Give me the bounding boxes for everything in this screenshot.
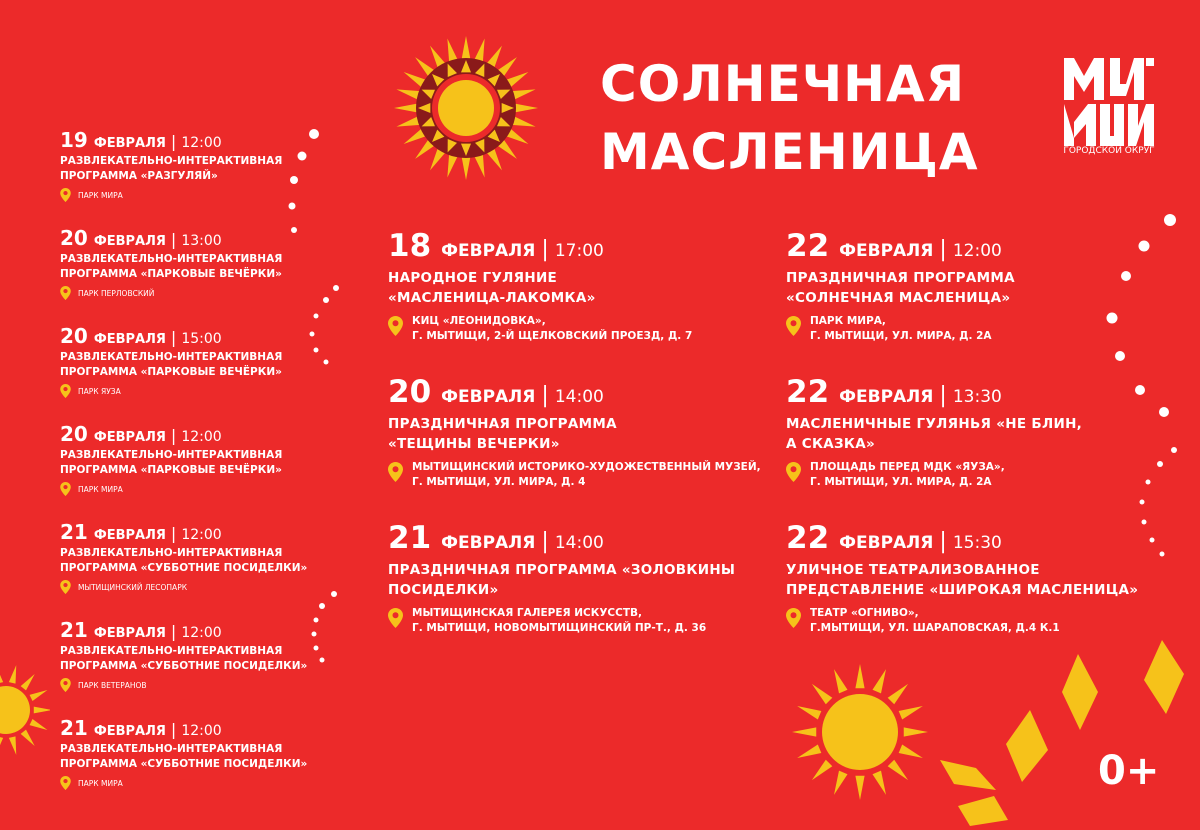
event-address: Г. МЫТИЩИ, 2-Й ЩЕЛКОВСКИЙ ПРОЕЗД, Д. 7 — [412, 330, 693, 342]
event-month: ФЕВРАЛЯ — [93, 136, 166, 151]
event-month: ФЕВРАЛЯ — [839, 241, 934, 261]
poster-title — [600, 50, 979, 186]
event-place: ПЛОЩАДЬ ПЕРЕД МДК «ЯУЗА», — [810, 461, 1005, 473]
separator: | — [541, 237, 549, 262]
event-place: МЫТИЩИНСКИЙ ЛЕСОПАРК — [78, 582, 188, 592]
event-name: РАЗВЛЕКАТЕЛЬНО-ИНТЕРАКТИВНАЯ ПРОГРАММА «ПАРКОВЫЕ ВЕЧЁРКИ» — [60, 449, 283, 476]
event-month: ФЕВРАЛЯ — [93, 724, 166, 739]
event-name: МАСЛЕНИЧНЫЕ ГУЛЯНЬЯ «НЕ БЛИН, А СКАЗКА» — [786, 416, 1083, 452]
age-rating: 0+ — [1098, 748, 1160, 794]
event-item — [388, 228, 768, 374]
location-pin-icon — [786, 608, 801, 628]
location-pin-icon — [60, 286, 71, 300]
event-month: ФЕВРАЛЯ — [93, 528, 166, 543]
event-month: ФЕВРАЛЯ — [93, 430, 166, 445]
separator: | — [939, 529, 947, 554]
event-name: ПРАЗДНИЧНАЯ ПРОГРАММА «ЗОЛОВКИНЫ ПОСИДЕЛКИ» — [388, 562, 736, 598]
event-time: 12:00 — [181, 527, 222, 543]
sun-icon — [790, 662, 930, 802]
event-day: 20 — [388, 374, 432, 410]
location-pin-icon — [786, 316, 801, 336]
sun-icon — [0, 660, 50, 760]
separator: | — [939, 237, 947, 262]
separator: | — [170, 230, 177, 249]
event-day: 21 — [388, 520, 432, 556]
event-day: 18 — [388, 228, 432, 264]
location-pin-icon — [786, 462, 801, 482]
event-day: 20 — [60, 226, 88, 250]
event-name: РАЗВЛЕКАТЕЛЬНО-ИНТЕРАКТИВНАЯ ПРОГРАММА «ПАРКОВЫЕ ВЕЧЁРКИ» — [60, 253, 283, 280]
event-month: ФЕВРАЛЯ — [441, 387, 536, 407]
location-pin-icon — [388, 608, 403, 628]
event-day: 20 — [60, 422, 88, 446]
dotted-arc-left-icon — [280, 120, 360, 680]
location-pin-icon — [388, 462, 403, 482]
event-place: ПАРК МИРА — [78, 190, 123, 200]
event-time: 15:00 — [181, 331, 222, 347]
event-place: ТЕАТР «ОГНИВО», — [810, 607, 919, 619]
event-place: ПАРК МИРА — [78, 484, 123, 494]
event-time: 14:00 — [554, 387, 604, 407]
event-item — [388, 520, 768, 666]
event-place: МЫТИЩИНСКАЯ ГАЛЕРЕЯ ИСКУССТВ, — [412, 607, 642, 619]
event-month: ФЕВРАЛЯ — [839, 387, 934, 407]
event-name: РАЗВЛЕКАТЕЛЬНО-ИНТЕРАКТИВНАЯ ПРОГРАММА «СУББОТНИЕ ПОСИДЕЛКИ» — [60, 743, 308, 770]
ornament-sun-icon — [392, 34, 540, 182]
event-name: ПРАЗДНИЧНАЯ ПРОГРАММА «ТЕЩИНЫ ВЕЧЕРКИ» — [388, 416, 617, 452]
location-pin-icon — [60, 188, 71, 202]
event-address: Г. МЫТИЩИ, НОВОМЫТИЩИНСКИЙ ПР-Т., Д. 36 — [412, 622, 707, 634]
separator: | — [170, 426, 177, 445]
event-time: 17:00 — [554, 241, 604, 261]
separator: | — [170, 524, 177, 543]
logo-caption: ГОРОДСКОЙ ОКРУГ — [1063, 146, 1155, 156]
event-address: Г. МЫТИЩИ, УЛ. МИРА, Д. 2А — [810, 476, 992, 488]
event-day: 22 — [786, 520, 830, 556]
event-name: НАРОДНОЕ ГУЛЯНИЕ «МАСЛЕНИЦА-ЛАКОМКА» — [388, 270, 596, 306]
event-place: ПАРК ВЕТЕРАНОВ — [78, 680, 147, 690]
event-place: ПАРК ПЕРЛОВСКИЙ — [78, 288, 155, 298]
event-name: РАЗВЛЕКАТЕЛЬНО-ИНТЕРАКТИВНАЯ ПРОГРАММА «СУББОТНИЕ ПОСИДЕЛКИ» — [60, 645, 308, 672]
dotted-arc-right-icon — [1098, 206, 1188, 566]
location-pin-icon — [60, 384, 71, 398]
separator: | — [170, 328, 177, 347]
event-address: Г. МЫТИЩИ, УЛ. МИРА, Д. 4 — [412, 476, 586, 488]
separator: | — [170, 622, 177, 641]
event-day: 21 — [60, 520, 88, 544]
event-place: ПАРК МИРА — [78, 778, 123, 788]
title-line-2: МАСЛЕНИЦА — [600, 123, 979, 181]
event-place: ПАРК ЯУЗА — [78, 386, 121, 396]
event-place: МЫТИЩИНСКИЙ ИСТОРИКО-ХУДОЖЕСТВЕННЫЙ МУЗЕЙ, — [412, 461, 761, 473]
event-place: ПАРК МИРА, — [810, 315, 886, 327]
event-time: 12:00 — [952, 241, 1002, 261]
event-time: 12:00 — [181, 429, 222, 445]
event-day: 20 — [60, 324, 88, 348]
event-item — [388, 374, 768, 520]
event-time: 14:00 — [554, 533, 604, 553]
location-pin-icon — [60, 482, 71, 496]
event-time: 13:00 — [181, 233, 222, 249]
event-day: 21 — [60, 618, 88, 642]
separator: | — [541, 383, 549, 408]
event-name: УЛИЧНОЕ ТЕАТРАЛИЗОВАННОЕ ПРЕДСТАВЛЕНИЕ «ШИРОКАЯ МАСЛЕНИЦА» — [786, 562, 1139, 598]
event-month: ФЕВРАЛЯ — [441, 533, 536, 553]
event-month: ФЕВРАЛЯ — [839, 533, 934, 553]
event-time: 12:00 — [181, 723, 222, 739]
event-day: 22 — [786, 374, 830, 410]
location-pin-icon — [388, 316, 403, 336]
event-day: 21 — [60, 716, 88, 740]
event-time: 13:30 — [952, 387, 1002, 407]
event-address: Г. МЫТИЩИ, УЛ. МИРА, Д. 2А — [810, 330, 992, 342]
middle-events-list — [388, 228, 768, 666]
location-pin-icon — [60, 580, 71, 594]
event-month: ФЕВРАЛЯ — [93, 626, 166, 641]
event-name: ПРАЗДНИЧНАЯ ПРОГРАММА «СОЛНЕЧНАЯ МАСЛЕНИЦА» — [786, 270, 1015, 306]
event-month: ФЕВРАЛЯ — [93, 234, 166, 249]
event-time: 12:00 — [181, 625, 222, 641]
event-address: Г.МЫТИЩИ, УЛ. ШАРАПОВСКАЯ, Д.4 К.1 — [810, 622, 1060, 634]
event-place: КИЦ «ЛЕОНИДОВКА», — [412, 315, 546, 327]
event-month: ФЕВРАЛЯ — [93, 332, 166, 347]
event-name: РАЗВЛЕКАТЕЛЬНО-ИНТЕРАКТИВНАЯ ПРОГРАММА «ПАРКОВЫЕ ВЕЧЁРКИ» — [60, 351, 283, 378]
diamond-ornament-icon — [930, 640, 1190, 830]
location-pin-icon — [60, 678, 71, 692]
title-line-1: СОЛНЕЧНАЯ — [600, 55, 966, 113]
separator: | — [939, 383, 947, 408]
separator: | — [170, 720, 177, 739]
location-pin-icon — [60, 776, 71, 790]
event-time: 12:00 — [181, 135, 222, 151]
event-item — [60, 716, 360, 814]
event-name: РАЗВЛЕКАТЕЛЬНО-ИНТЕРАКТИВНАЯ ПРОГРАММА «СУББОТНИЕ ПОСИДЕЛКИ» — [60, 547, 308, 574]
separator: | — [541, 529, 549, 554]
event-month: ФЕВРАЛЯ — [441, 241, 536, 261]
event-day: 22 — [786, 228, 830, 264]
event-day: 19 — [60, 128, 88, 152]
event-time: 15:30 — [952, 533, 1002, 553]
separator: | — [170, 132, 177, 151]
event-name: РАЗВЛЕКАТЕЛЬНО-ИНТЕРАКТИВНАЯ ПРОГРАММА «РАЗГУЛЯЙ» — [60, 155, 283, 182]
